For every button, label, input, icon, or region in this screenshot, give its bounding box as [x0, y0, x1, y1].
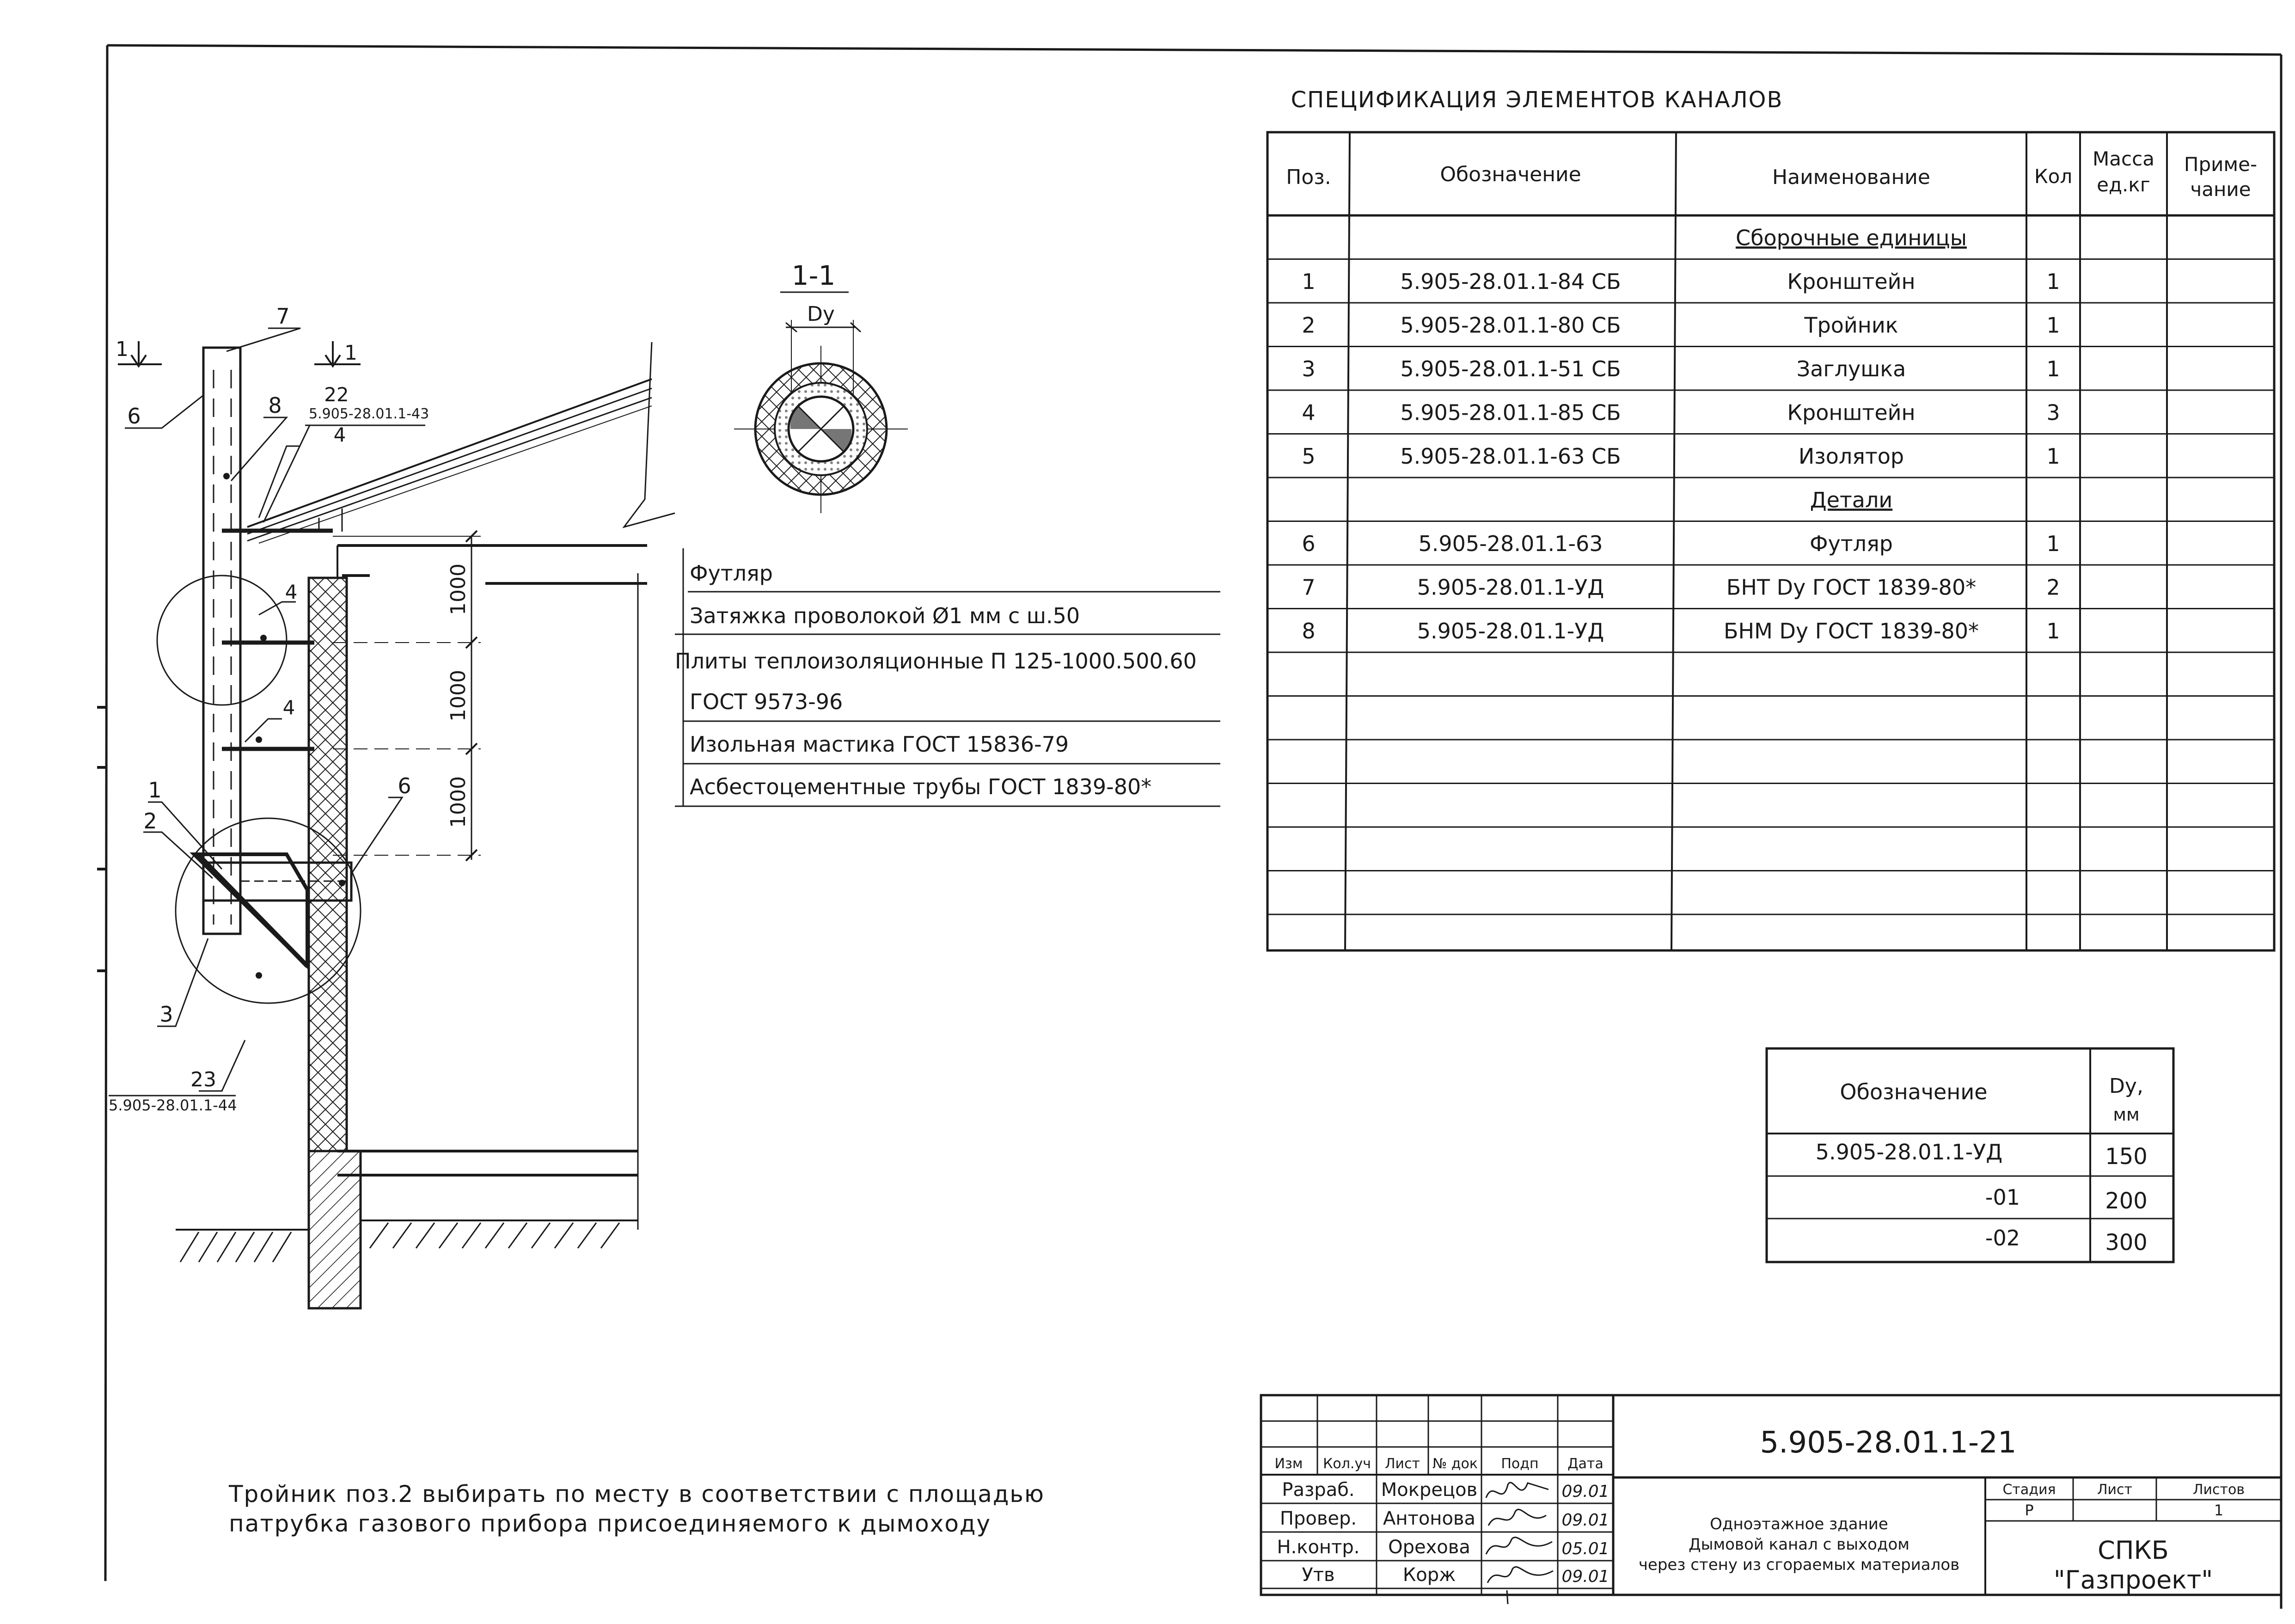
leader-lines: [109, 328, 425, 1096]
dim-1000-top: 1000: [447, 564, 470, 615]
spec-cell-pos: 8: [1302, 618, 1316, 643]
spec-cell-qty: 1: [2046, 531, 2060, 556]
dim-1000-low: 1000: [447, 776, 470, 828]
signer-date-2: 09.01: [1561, 1511, 1610, 1530]
signer-role-2: Провер.: [1279, 1508, 1357, 1529]
legend-layer-3: Плиты теплоизоляционные П 125-1000.500.60: [675, 649, 1197, 674]
spec-cell-name: Тройник: [1804, 313, 1898, 338]
signature-1: [1486, 1483, 1548, 1498]
signature-4: [1487, 1567, 1553, 1604]
spec-cell-name: БНТ Dу ГОСТ 1839-80*: [1726, 575, 1977, 600]
section-dim-dy: Dу: [807, 302, 835, 326]
spec-cell-qty: 3: [2046, 400, 2060, 425]
detail-circle-upper: [157, 576, 287, 705]
legend-layer-2: Затяжка проволокой Ø1 мм с ш.50: [690, 603, 1080, 628]
note-line-2: патрубка газового прибора присоединяемого к дымоходу: [229, 1510, 991, 1537]
spec-header-pos: Поз.: [1286, 165, 1331, 189]
spec-row: [1302, 444, 2060, 469]
spec-row: [1302, 531, 2060, 556]
spec-header-qty: Кол: [2034, 165, 2073, 188]
spec-cell-designation: 5.905-28.01.1-84 СБ: [1400, 269, 1621, 294]
spec-row: [1302, 356, 2060, 381]
stage-header-stage: Стадия: [2002, 1482, 2056, 1498]
spec-cell-qty: 1: [2046, 313, 2060, 338]
spec-cell-designation: 5.905-28.01.1-85 СБ: [1400, 400, 1621, 425]
stage-value-stage: Р: [2025, 1501, 2034, 1519]
ref-lower: 5.905-28.01.1-44: [109, 1097, 237, 1114]
ceiling-slab: [337, 545, 647, 1230]
callout-8: 8: [268, 393, 282, 418]
doc-code: 5.905-28.01.1-21: [1760, 1426, 2017, 1460]
spec-title: СПЕЦИФИКАЦИЯ ЭЛЕМЕНТОВ КАНАЛОВ: [1291, 87, 1783, 113]
callout-4-mid: 4: [285, 581, 298, 603]
spec-cell-pos: 1: [1302, 269, 1316, 294]
spec-cell-pos: 5: [1302, 443, 1316, 469]
signature-2: [1488, 1509, 1546, 1526]
signer-name-4: Корж: [1402, 1564, 1456, 1586]
spec-cell-name: Детали: [1810, 487, 1893, 513]
rev-header-date: Дата: [1567, 1456, 1603, 1472]
spec-cell-pos: 7: [1302, 575, 1316, 600]
spec-cell-pos: 6: [1302, 531, 1316, 556]
spec-cell-name: Заглушка: [1796, 356, 1906, 381]
spec-cell-name: Сборочные единицы: [1735, 225, 1967, 251]
spec-cell-designation: 5.905-28.01.1-63 СБ: [1400, 443, 1621, 469]
signer-role-1: Разраб.: [1282, 1479, 1355, 1501]
spec-header-mass-2: ед.кг: [2097, 173, 2150, 196]
spec-cell-qty: 1: [2046, 356, 2060, 381]
spec-row: [1302, 313, 2060, 337]
dy-header-unit: мм: [2113, 1104, 2140, 1125]
spec-row: [1302, 575, 2060, 600]
spec-cell-name: Футляр: [1810, 531, 1893, 556]
stage-header-sheet: Лист: [2097, 1482, 2133, 1498]
spec-cell-name: Кронштейн: [1787, 269, 1916, 294]
org-name-2: "Газпроект": [2053, 1565, 2213, 1594]
signer-name-1: Мокрецов: [1381, 1479, 1478, 1501]
signer-date-1: 09.01: [1561, 1482, 1610, 1501]
spec-cell-qty: 1: [2046, 618, 2060, 643]
spec-cell-qty: 2: [2046, 575, 2060, 600]
legend-layer-4: ГОСТ 9573-96: [690, 689, 843, 714]
spec-cell-name: Кронштейн: [1787, 400, 1916, 425]
spec-cell-pos: 4: [1302, 400, 1316, 425]
legend-layer-6: Асбестоцементные трубы ГОСТ 1839-80*: [690, 774, 1152, 799]
spec-cell-designation: 5.905-28.01.1-УД: [1417, 618, 1604, 643]
spec-header-mass-1: Масса: [2093, 147, 2154, 170]
legend-layer-5: Изольная мастика ГОСТ 15836-79: [690, 732, 1069, 757]
spec-row: [1302, 400, 2060, 425]
signer-role-3: Н.контр.: [1277, 1537, 1360, 1558]
callout-6-top: 6: [127, 404, 141, 429]
section-1-1: [734, 260, 908, 513]
spec-cell-designation: 5.905-28.01.1-51 СБ: [1400, 356, 1621, 381]
signer-date-4: 09.01: [1561, 1567, 1610, 1586]
section-mark-left: 1: [116, 337, 129, 361]
callout-22: 22: [324, 383, 349, 406]
rev-header-kol: Кол.уч: [1323, 1456, 1371, 1472]
dy-row-2-value: 200: [2105, 1188, 2148, 1214]
spec-table: [1267, 87, 2274, 950]
wall-insulated: [309, 578, 347, 1151]
description-line-3: через стену из сгораемых материалов: [1638, 1556, 1960, 1574]
signer-role-4: Утв: [1302, 1564, 1335, 1586]
signer-name-2: Антонова: [1383, 1508, 1475, 1529]
callout-1: 1: [148, 778, 162, 803]
spec-header-note-1: Приме-: [2184, 153, 2258, 176]
description-line-2: Дымовой канал с выходом: [1689, 1535, 1909, 1554]
dy-row-2-designation: -01: [1985, 1185, 2020, 1210]
spec-cell-qty: 1: [2046, 269, 2060, 294]
section-mark-right: 1: [344, 341, 357, 365]
legend-layer-1: Футляр: [690, 561, 773, 586]
elevation-drawing: [109, 328, 675, 1308]
dim-1000-mid: 1000: [447, 670, 470, 722]
callout-2: 2: [143, 809, 157, 833]
spec-section-row: [1810, 487, 1893, 512]
callout-4-top: 4: [333, 423, 346, 446]
signature-3: [1486, 1538, 1552, 1554]
callout-23: 23: [190, 1068, 216, 1091]
dy-table: [1767, 1048, 2173, 1262]
spec-cell-designation: 5.905-28.01.1-УД: [1417, 575, 1604, 600]
callout-3: 3: [159, 1002, 173, 1027]
stage-header-sheets: Листов: [2192, 1482, 2245, 1498]
ref-upper: 5.905-28.01.1-43: [309, 406, 429, 422]
dy-header-dy: Dу,: [2109, 1074, 2143, 1098]
ground: [176, 1220, 638, 1262]
rev-header-izm: Изм: [1274, 1456, 1303, 1472]
spec-cell-pos: 3: [1302, 356, 1316, 381]
roof: [247, 342, 675, 543]
signer-date-3: 05.01: [1561, 1539, 1610, 1558]
spec-header-designation: Обозначение: [1440, 163, 1581, 186]
rev-header-list: Лист: [1384, 1456, 1420, 1472]
spec-cell-name: Изолятор: [1798, 443, 1904, 469]
rev-header-doc: № док: [1432, 1456, 1478, 1472]
callout-7: 7: [276, 304, 290, 329]
spec-section-row: [1736, 225, 1967, 250]
spec-row: [1302, 269, 2060, 294]
spec-header-name: Наименование: [1772, 165, 1930, 189]
spec-row: [1302, 619, 2060, 643]
note-line-1: Тройник поз.2 выбирать по месту в соответствии с площадью: [229, 1481, 1045, 1508]
spec-cell-qty: 1: [2046, 443, 2060, 469]
description-line-1: Одноэтажное здание: [1710, 1515, 1888, 1533]
installation-note: [229, 1479, 1045, 1538]
org-name-1: СПКБ: [2098, 1536, 2169, 1565]
signer-name-3: Орехова: [1388, 1537, 1470, 1558]
dy-row-1-designation: 5.905-28.01.1-УД: [1815, 1140, 2003, 1164]
rev-header-sign: Подп: [1501, 1456, 1539, 1472]
dy-row-3-value: 300: [2105, 1230, 2148, 1256]
spec-cell-name: БНМ Dу ГОСТ 1839-80*: [1723, 618, 1979, 643]
dy-row-3-designation: -02: [1985, 1226, 2020, 1250]
callout-6-low: 6: [398, 773, 411, 798]
spec-cell-designation: 5.905-28.01.1-63: [1418, 531, 1603, 556]
spec-cell-designation: 5.905-28.01.1-80 СБ: [1400, 313, 1621, 338]
dy-header-designation: Обозначение: [1840, 1079, 1988, 1104]
stage-value-sheets: 1: [2214, 1501, 2224, 1519]
spec-cell-pos: 2: [1302, 313, 1316, 338]
title-block: [1261, 1395, 2281, 1604]
section-title: 1-1: [791, 260, 836, 291]
dy-row-1-value: 150: [2105, 1144, 2148, 1170]
spec-header-note-2: чание: [2190, 178, 2251, 201]
callout-4-low: 4: [282, 696, 295, 719]
layer-legend: [675, 548, 1220, 806]
